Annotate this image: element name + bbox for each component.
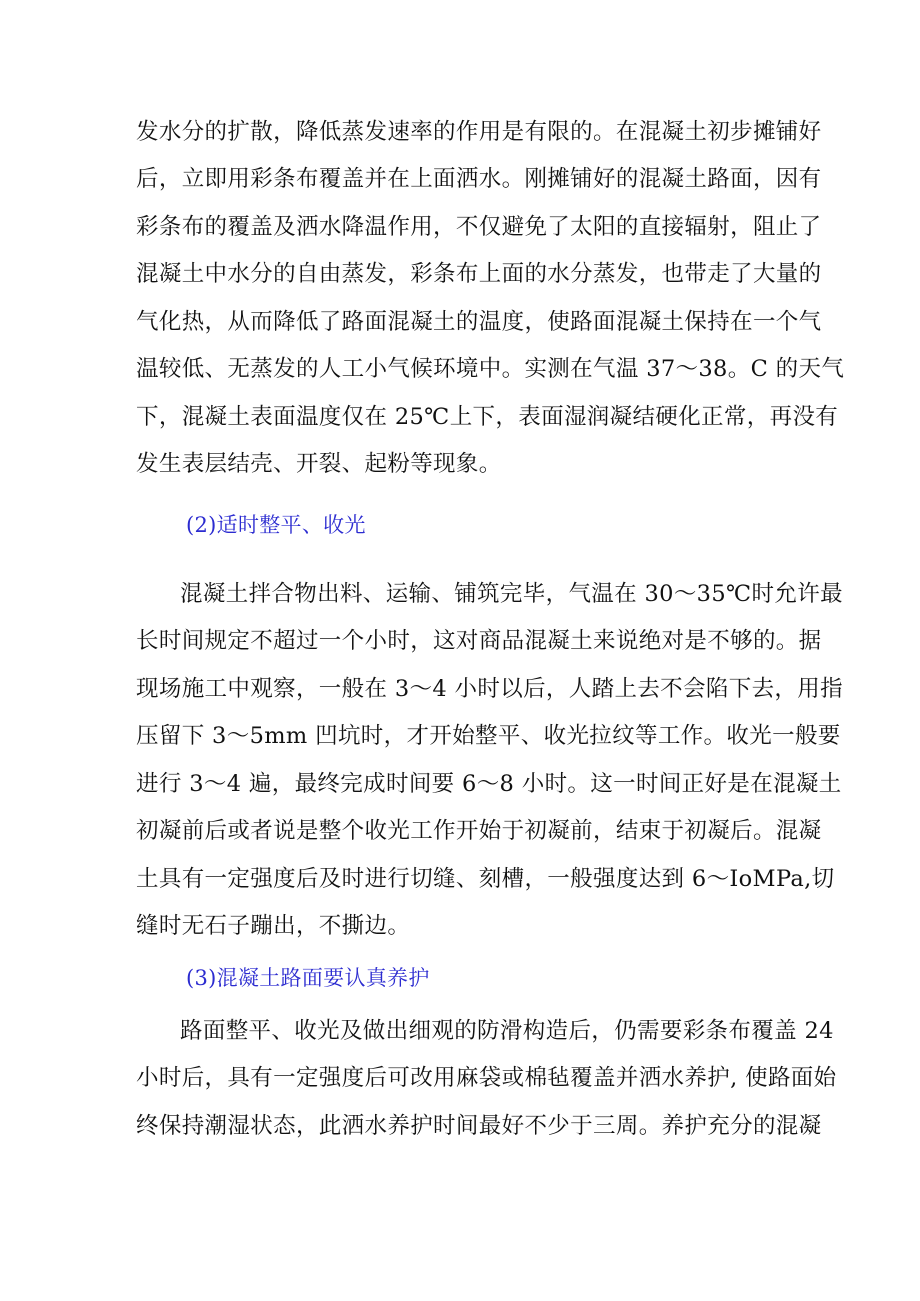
paragraph-line: 长时间规定不超过一个小时，这对商品混凝土来说绝对是不够的。据	[136, 628, 822, 654]
paragraph-line: 后，立即用彩条布覆盖并在上面洒水。刚摊铺好的混凝土路面，因有	[136, 166, 822, 192]
paragraph-line: 发水分的扩散，降低蒸发速率的作用是有限的。在混凝土初步摊铺好	[136, 119, 822, 145]
paragraph-line: 进行 3～4 遍，最终完成时间要 6～8 小时。这一时间正好是在混凝土	[136, 771, 842, 797]
paragraph-line: 缝时无石子蹦出，不撕边。	[136, 913, 411, 939]
paragraph-line: 土具有一定强度后及时进行切缝、刻槽，一般强度达到 6～IoMPa,切	[136, 866, 835, 892]
section-heading-curing: (3)混凝土路面要认真养护	[186, 966, 430, 990]
paragraph-line: 现场施工中观察，一般在 3～4 小时以后，人踏上去不会陷下去，用指	[136, 676, 843, 702]
paragraph-line: 彩条布的覆盖及洒水降温作用，不仅避免了太阳的直接辐射，阻止了	[136, 214, 822, 240]
paragraph-line: 路面整平、收光及做出细观的防滑构造后，仍需要彩条布覆盖 24	[180, 1018, 834, 1044]
paragraph-line: 初凝前后或者说是整个收光工作开始于初凝前，结束于初凝后。混凝	[136, 818, 822, 844]
paragraph-line: 混凝土中水分的自由蒸发，彩条布上面的水分蒸发，也带走了大量的	[136, 261, 822, 287]
paragraph-line: 气化热，从而降低了路面混凝土的温度，使路面混凝土保持在一个气	[136, 309, 822, 335]
paragraph-line: 下，混凝土表面温度仅在 25℃上下，表面湿润凝结硬化正常，再没有	[136, 404, 839, 430]
paragraph-line: 混凝土拌合物出料、运输、铺筑完毕，气温在 30～35℃时允许最	[180, 581, 843, 607]
paragraph-line: 小时后，具有一定强度后可改用麻袋或棉毡覆盖并洒水养护, 使路面始	[136, 1065, 837, 1091]
paragraph-line: 压留下 3～5mm 凹坑时，才开始整平、收光拉纹等工作。收光一般要	[136, 723, 841, 749]
paragraph-line: 温较低、无蒸发的人工小气候环境中。实测在气温 37～38。C 的天气	[136, 356, 845, 382]
paragraph-line: 终保持潮湿状态，此洒水养护时间最好不少于三周。养护充分的混凝	[136, 1113, 822, 1139]
section-heading-leveling: (2)适时整平、收光	[186, 513, 366, 537]
paragraph-line: 发生表层结壳、开裂、起粉等现象。	[136, 451, 502, 477]
